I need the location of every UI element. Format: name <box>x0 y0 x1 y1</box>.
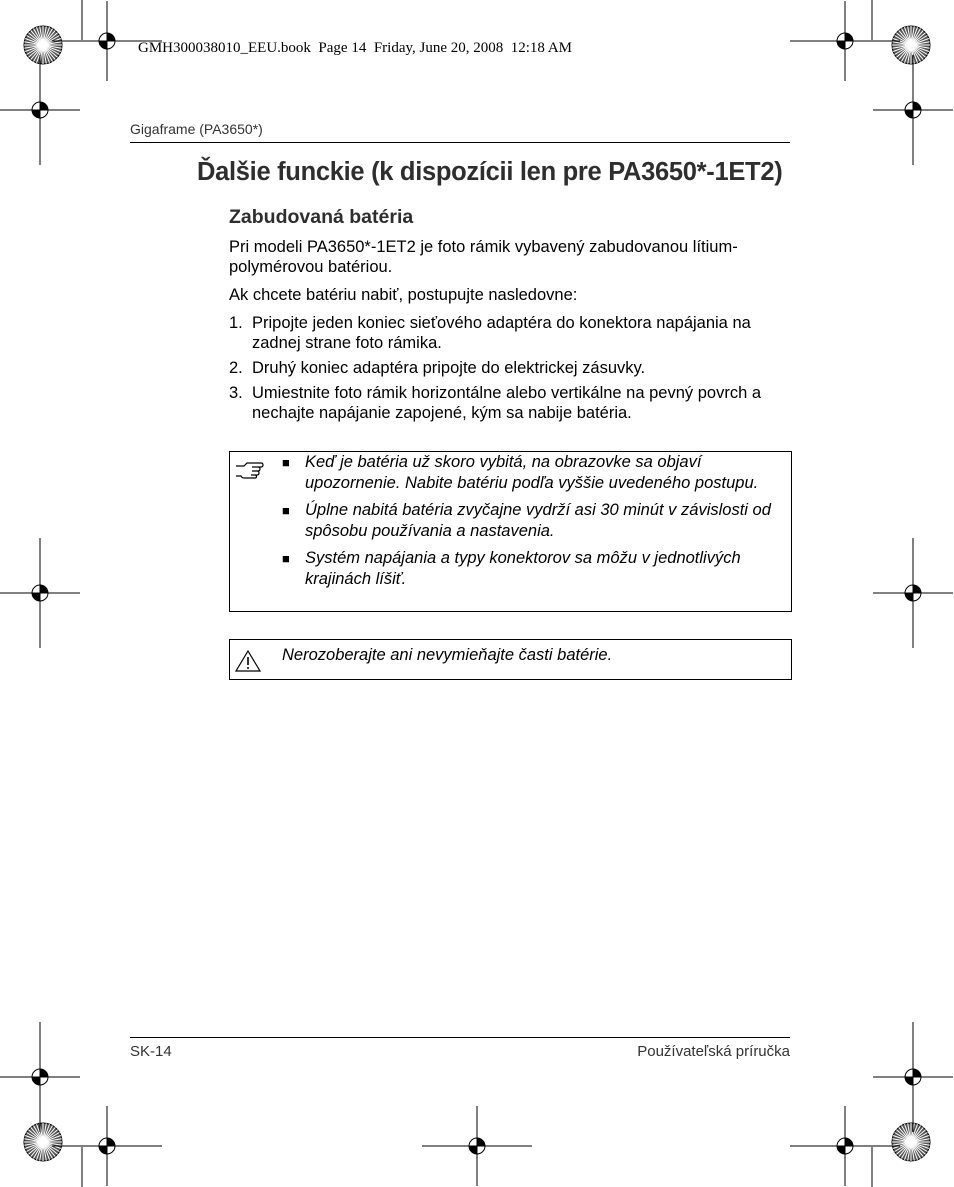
warning-triangle-icon <box>234 649 262 678</box>
footer-rule <box>130 1037 790 1038</box>
step-number: 2. <box>229 359 243 377</box>
list-item <box>282 452 782 494</box>
section-title: Zabudovaná batéria <box>229 206 414 228</box>
steps-list <box>229 313 799 423</box>
warning-text: Nerozoberajte ani nevymieňajte časti batérie. <box>282 646 613 664</box>
note-list <box>282 452 782 596</box>
list-item <box>229 358 799 378</box>
paragraph: Pri modeli PA3650*-1ET2 je foto rámik vybavený zabudovanou lítium-polymérovou batériou. <box>229 238 738 276</box>
list-item <box>229 313 799 353</box>
pointing-hand-icon <box>234 458 264 485</box>
step-text: Druhý koniec adaptéra pripojte do elektrickej zásuvky. <box>252 359 646 377</box>
note-text: Keď je batéria už skoro vybitá, na obrazovke sa objaví upozornenie. Nabite batériu podľa vyššie uvedeného postupu. <box>305 453 759 492</box>
step-text: Pripojte jeden koniec sieťového adaptéra do konektora napájania na zadnej strane foto rámika. <box>252 314 751 352</box>
paragraph: Ak chcete batériu nabiť, postupujte nasledovne: <box>229 286 578 304</box>
list-item <box>282 548 782 590</box>
bullet: ■ <box>282 455 290 470</box>
step-text: Umiestnite foto rámik horizontálne alebo vertikálne na pevný povrch a nechajte napájanie zapojené, kým sa nabije batéria. <box>252 384 762 422</box>
slug-line: GMH300038010_EEU.book Page 14 Friday, June 20, 2008 12:18 AM <box>138 40 573 56</box>
running-head: Gigaframe (PA3650*) <box>130 121 790 143</box>
section-body <box>229 237 799 428</box>
list-item <box>229 383 799 423</box>
note-box <box>229 451 792 612</box>
note-text: Úplne nabitá batéria zvyčajne vydrží asi 30 minút v závislosti od spôsobu používania a nastavenia. <box>305 501 771 540</box>
step-number: 1. <box>229 314 243 332</box>
bullet: ■ <box>282 551 290 566</box>
bullet: ■ <box>282 503 290 518</box>
page-number: SK-14 <box>130 1043 172 1060</box>
step-number: 3. <box>229 384 243 402</box>
note-text: Systém napájania a typy konektorov sa môžu v jednotlivých krajinách líšiť. <box>305 549 741 588</box>
warning-box <box>229 639 792 680</box>
list-item <box>282 500 782 542</box>
footer-title: Používateľská príručka <box>637 1043 790 1060</box>
page-title: Ďalšie funckie (k dispozícii len pre PA3650*-1ET2) <box>197 158 783 186</box>
